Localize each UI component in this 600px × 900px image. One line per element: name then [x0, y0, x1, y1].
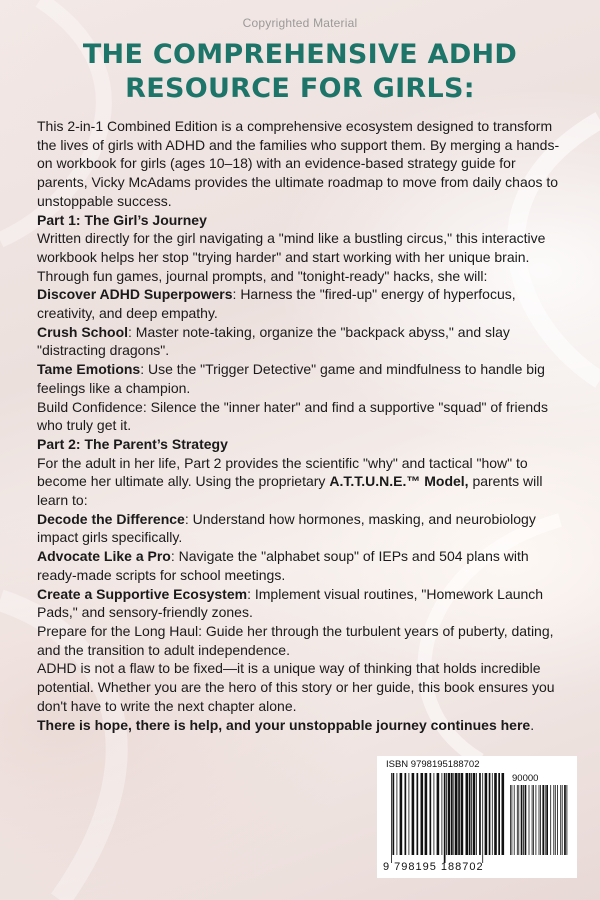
part1-item: Tame Emotions: Use the "Trigger Detective" game and mindfulness to handle big feelings like a champion. — [37, 361, 545, 396]
isbn-barcode — [377, 756, 577, 878]
part1-intro: Written directly for the girl navigating a "mind like a bustling circus," this interactive workbook helps her stop "trying harder" and start working with her unique brain. Through fun games, journal prompts, and "tonight-ready" hacks, she will: — [37, 230, 546, 284]
description-body — [37, 117, 567, 734]
part2-item: Create a Supportive Ecosystem: Implement visual routines, "Homework Launch Pads," and sensory-friendly zones. — [37, 585, 544, 621]
part2-intro: For the adult in her life, Part 2 provides the scientific "why" and tactical "how" to become her ultimate ally. Using the proprietary A.T.T.U.N.E.™ Model, parents will learn to: — [37, 454, 543, 509]
closing-paragraph: ADHD is not a flaw to be fixed—it is a unique way of thinking that holds incredible potential. Whether you are the hero of this story or her guide, this book ensures you don't have to write the next chapter alone. — [37, 660, 555, 714]
part1-item: Discover ADHD Superpowers: Harness the "fired-up" energy of hyperfocus, creativity, and deep empathy. — [37, 286, 516, 322]
ean-digits: 9 798195 188702 — [383, 861, 484, 873]
isbn-label: ISBN 9798195188702 — [386, 759, 480, 770]
title-line-2: RESOURCE FOR GIRLS: — [125, 73, 475, 104]
copyright-watermark: Copyrighted Material — [242, 16, 358, 30]
part2-item: Prepare for the Long Haul: Guide her through the turbulent years of puberty, dating, and the transition to adult independence. — [37, 622, 554, 658]
ean-barcode-bars — [391, 773, 505, 863]
intro-paragraph: This 2-in-1 Combined Edition is a comprehensive ecosystem designed to transform the lives of girls with ADHD and the families who support them. By merging a hands-on workbook for girls (ages 10–18) with an evidence-based strategy guide for parents, Vicky McAdams provides the ultimate roadmap to move from daily chaos to unstoppable success. — [37, 118, 560, 209]
part1-item: Crush School: Master note-taking, organize the "backpack abyss," and slay "distracting dragons". — [37, 323, 510, 359]
part2-item: Advocate Like a Pro: Navigate the "alphabet soup" of IEPs and 504 plans with ready-made scripts for school meetings. — [37, 548, 529, 583]
part2-heading: Part 2: The Parent’s Strategy — [37, 435, 228, 452]
part1-item: Build Confidence: Silence the "inner hater" and find a supportive "squad" of friends who truly get it. — [37, 398, 548, 434]
final-statement: There is hope, there is help, and your unstoppable journey continues here. — [37, 716, 535, 733]
part1-heading: Part 1: The Girl’s Journey — [37, 211, 207, 228]
part2-item: Decode the Difference: Understand how hormones, masking, and neurobiology impact girls specifically. — [37, 510, 536, 546]
addon-barcode-bars — [510, 785, 568, 863]
page-title — [30, 38, 570, 106]
price-code: 90000 — [512, 773, 539, 784]
title-line-1: THE COMPREHENSIVE ADHD — [82, 39, 518, 70]
